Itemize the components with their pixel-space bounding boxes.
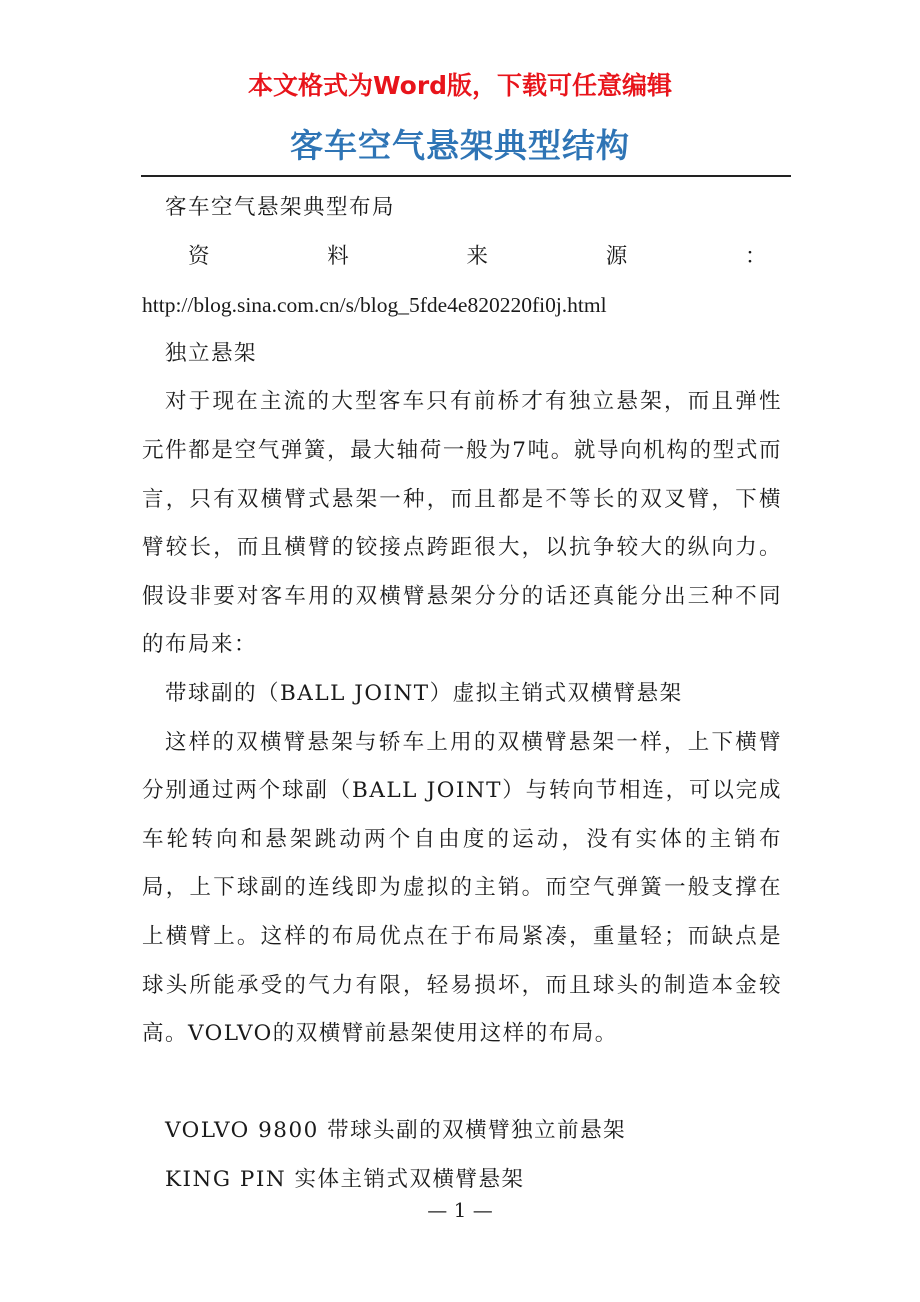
format-notice: 本文格式为Word版，下载可任意编辑: [247, 71, 673, 100]
paragraph-layout-heading: 客车空气悬架典型布局: [165, 195, 396, 220]
source-char: 资: [188, 243, 212, 269]
source-char: 来: [466, 243, 490, 269]
paragraph-ball-joint-description: 这样的双横臂悬架与轿车上用的双横臂悬架一样，上下横臂分别通过两个球副（BALL JOINT）与转向节相连，可以完成车轮转向和悬架跳动两个自由度的运动，没有实体的主销布局，上下球副的连线即为虚拟的主销。而空气弹簧一般支撑在上横臂上。这样的布局优点在于布局紧凑，重量轻；而缺点是球头所能承受的气力有限，轻易损坏，而且球头的制造本金较高。VOLVO的双横臂前悬架使用这样的布局。: [142, 729, 782, 1047]
paragraph-king-pin-heading: KING PIN 实体主销式双横臂悬架: [165, 1166, 525, 1192]
page-number: — 1 —: [427, 1198, 493, 1222]
document-body: [142, 184, 782, 1204]
source-char: 源: [605, 243, 629, 269]
paragraph-independent-suspension: 独立悬架: [165, 340, 258, 366]
source-char: ：: [744, 243, 768, 269]
source-label: [142, 233, 782, 282]
paragraph-ball-joint-heading: 带球副的（BALL JOINT）虚拟主销式双横臂悬架: [165, 680, 683, 706]
document-title: 客车空气悬架典型结构: [290, 126, 630, 165]
paragraph-intro: 对于现在主流的大型客车只有前桥才有独立悬架，而且弹性元件都是空气弹簧，最大轴荷一般为7吨。就导向机构的型式而言，只有双横臂式悬架一种，而且都是不等长的双叉臂，下横臂较长，而且横臂的铰接点跨距很大，以抗争较大的纵向力。假设非要对客车用的双横臂悬架分分的话还真能分出三种不同的布局来：: [142, 389, 782, 658]
source-url: http://blog.sina.com.cn/s/blog_5fde4e820220fi0j.html: [142, 293, 607, 318]
blank-line: [142, 1059, 782, 1108]
title-divider: [141, 175, 791, 177]
paragraph-volvo-caption: VOLVO 9800 带球头副的双横臂独立前悬架: [165, 1118, 627, 1144]
source-char: 料: [327, 243, 351, 269]
